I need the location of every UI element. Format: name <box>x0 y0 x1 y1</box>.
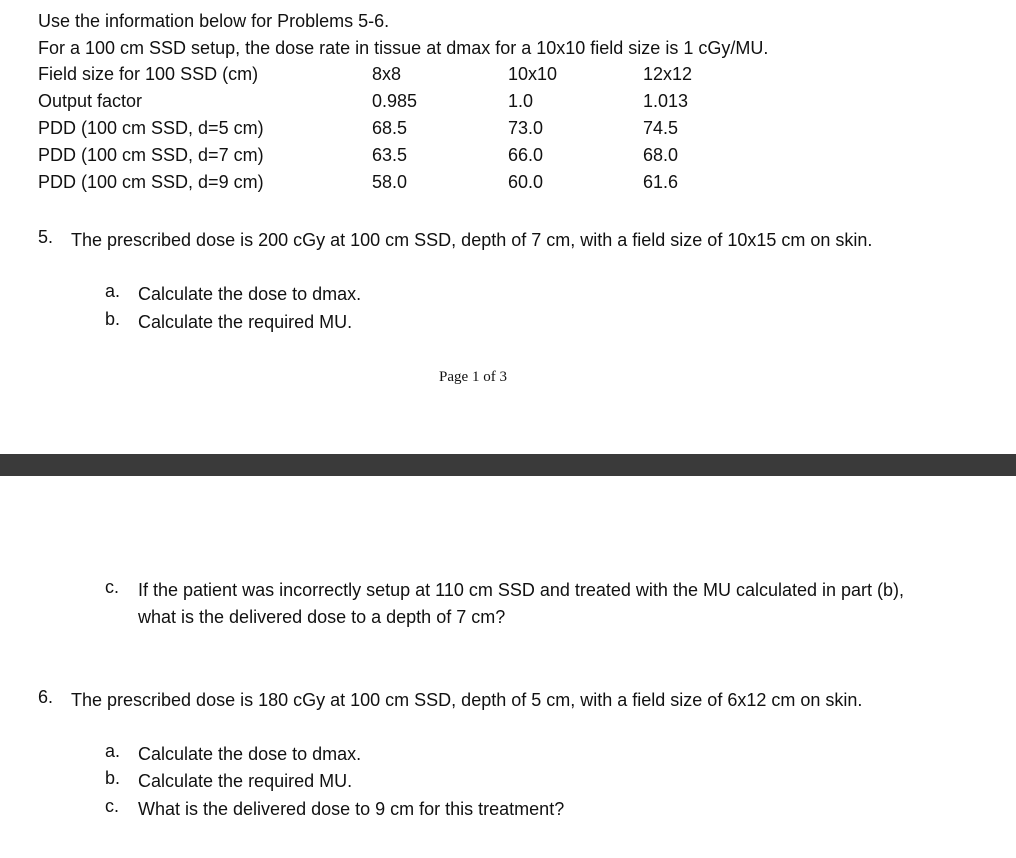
table-cell: PDD (100 cm SSD, d=9 cm) <box>38 172 264 192</box>
problem-text: The prescribed dose is 180 cGy at 100 cm SSD, depth of 5 cm, with a field size of 6x12 cm on skin. <box>71 690 863 710</box>
subpart-text: What is the delivered dose to 9 cm for this treatment? <box>138 799 565 819</box>
table-cell: 1.013 <box>643 91 689 111</box>
table-cell: 10x10 <box>508 64 558 84</box>
subpart-label: b. <box>105 309 121 329</box>
subpart-label: c. <box>105 796 120 816</box>
table-cell: 68.5 <box>372 118 408 138</box>
table-cell: 1.0 <box>508 91 534 111</box>
table-cell: 74.5 <box>643 118 679 138</box>
problem-number: 6. <box>38 687 54 707</box>
subpart-text: Calculate the required MU. <box>138 771 353 791</box>
intro-line-2: For a 100 cm SSD setup, the dose rate in tissue at dmax for a 10x10 field size is 1 cGy/MU. <box>38 38 769 58</box>
subpart-text: Calculate the dose to dmax. <box>138 744 362 764</box>
table-cell: 58.0 <box>372 172 408 192</box>
subpart-label: a. <box>105 741 121 761</box>
page-number: Page 1 of 3 <box>439 369 507 385</box>
table-cell: PDD (100 cm SSD, d=7 cm) <box>38 145 264 165</box>
table-cell: Field size for 100 SSD (cm) <box>38 64 259 84</box>
table-cell: 63.5 <box>372 145 408 165</box>
problem-text: The prescribed dose is 200 cGy at 100 cm SSD, depth of 7 cm, with a field size of 10x15 cm on skin. <box>71 230 873 250</box>
intro-line-1: Use the information below for Problems 5-6. <box>38 11 390 31</box>
table-cell: 8x8 <box>372 64 402 84</box>
table-cell: 68.0 <box>643 145 679 165</box>
table-cell: Output factor <box>38 91 143 111</box>
subpart-text: Calculate the dose to dmax. <box>138 284 362 304</box>
table-cell: 60.0 <box>508 172 544 192</box>
table-cell: 61.6 <box>643 172 679 192</box>
subpart-text: If the patient was incorrectly setup at 110 cm SSD and treated with the MU calculated in part (b), what is the delivered dose to a depth of 7 cm? <box>138 580 905 627</box>
table-cell: 12x12 <box>643 64 693 84</box>
table-cell: PDD (100 cm SSD, d=5 cm) <box>38 118 264 138</box>
subpart-label: b. <box>105 768 121 788</box>
subpart-label: c. <box>105 577 120 597</box>
subpart-label: a. <box>105 281 121 301</box>
problem-number: 5. <box>38 227 54 247</box>
subpart-text: Calculate the required MU. <box>138 312 353 332</box>
table-cell: 73.0 <box>508 118 544 138</box>
table-cell: 0.985 <box>372 91 418 111</box>
table-cell: 66.0 <box>508 145 544 165</box>
page-divider <box>0 454 1016 476</box>
